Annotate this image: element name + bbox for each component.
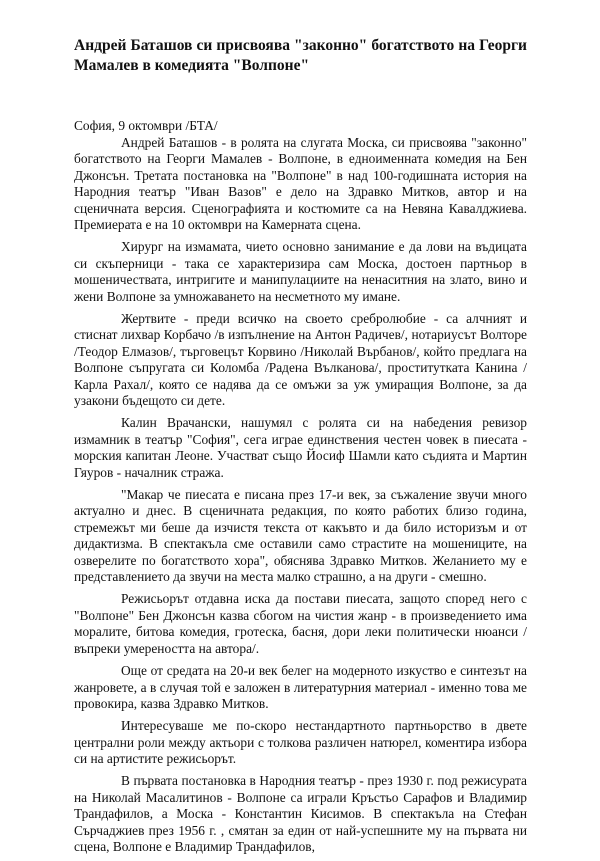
document-page (74, 36, 527, 861)
article-paragraph: В първата постановка в Народния театър - през 1930 г. под режисурата на Николай Масалитинов - Волпоне са играли Кръстьо Сарафов и Владимир Трандафилов, а Моска - Константин Кисимов. В спектакъла на Стефан Сърчаджиев през 1956 г. , смятан за един от най-успешните му на първата ни сцена, Волпоне е Владимир Трандафилов, (74, 773, 527, 855)
article-paragraph: Още от средата на 20-и век белег на модерното изкуство е синтезът на жанровете, а в случая той е заложен в литературния материал - именно това ме провокира, казва Здравко Митков. (74, 663, 527, 712)
article-paragraph: Жертвите - преди всичко на своето сребролюбие - са алчният и стиснат лихвар Корбачо /в изпълнение на Антон Радичев/, нотариусът Волторе /Теодор Елмазов/, търговецът Корвино /Николай Върбанов/, който предлага на Волпоне съпругата си Коломба /Радена Вълканова/, проститутката Канина /Карла Рахал/, която се надява да се омъжи за уж умиращия Волпоне, за да узакони бъдещото си дете. (74, 310, 527, 409)
article-paragraph: Андрей Баташов - в ролята на слугата Моска, си присвоява "законно" богатството на Георги Мамалев - Волпоне, в едноименната комедия на Бен Джонсън. Третата постановка на "Волпоне" в над 100-годишната история на Народния театър "Иван Вазов" е дело на Здравко Митков, автор и на сценичната версия. Сценографията и костюмите са на Невяна Кавалджиева. Премиерата е на 10 октомври на Камерната сцена. (74, 134, 527, 232)
article-paragraph: Интересуваше ме по-скоро нестандартното партньорство в двете централни роли между актьори с толкова различен натюрел, коментира избора си на артистите режисьорът. (74, 718, 527, 767)
article-paragraph: "Макар че пиесата е писана през 17-и век, за съжаление звучи много актуално и днес. В сценичната редакция, по която работих близо година, стремежът ми беше да изчистя текста от какъвто и да било историзъм и от дидактизма. В спектакъла сме оставили само страстите на мошениците, на озверелите по богатството хора", обяснява Здравко Митков. Желанието му е представлението да звучи на места малко страшно, а на други - смешно. (74, 486, 527, 585)
article-title: Андрей Баташов си присвоява "законно" богатството на Георги Мамалев в комедията "Волпоне" (74, 37, 527, 74)
article-dateline: София, 9 октомври /БТА/ (74, 118, 218, 133)
article-paragraph: Хирург на измамата, чието основно занимание е да лови на въдицата си скъперници - така се характеризира сам Моска, достоен партньор в мошеничествата, интригите и манипулациите на ненаситния на злато, вино и жени Волпоне за умножаването на несметното му имане. (74, 239, 527, 304)
article-paragraph: Калин Врачански, нашумял с ролята си на набедения ревизор измамник в театър "София", сега играе единствения честен човек в пиесата - морския капитан Леоне. Участват също Йосиф Шамли като съдията и Мартин Гяуров - началник стража. (74, 415, 527, 480)
article-paragraph: Режисьорът отдавна иска да постави пиесата, защото според него с "Волпоне" Бен Джонсън казва сбогом на чистия жанр - в произведението има моралите, битова комедия, гротеска, басня, дори леки политически нюанси /въпреки умереността на автора/. (74, 591, 527, 656)
title-spacer (74, 76, 527, 118)
